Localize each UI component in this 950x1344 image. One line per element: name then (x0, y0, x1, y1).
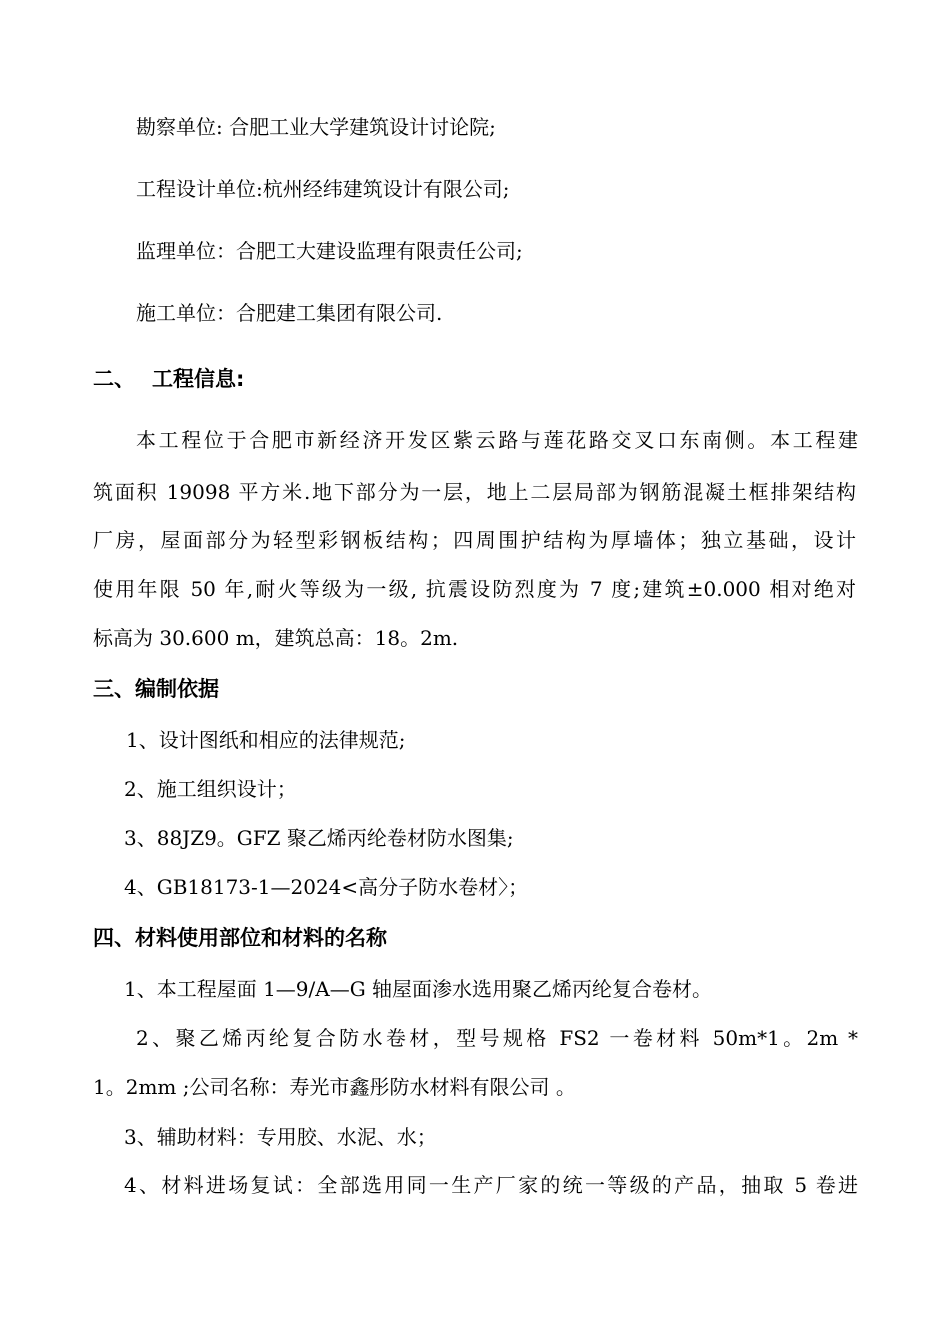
project-info-line-2: 筑面积 19098 平方米.地下部分为一层，地上二层局部为钢筋混凝土框排架结构 (93, 480, 856, 504)
project-info-line-5: 标高为 30.600 m，建筑总高：18。2m. (93, 626, 459, 650)
section-3-title: 三、编制依据 (93, 677, 219, 701)
design-unit-line: 工程设计单位:杭州经纬建筑设计有限公司; (136, 177, 510, 201)
section-4-title: 四、材料使用部位和材料的名称 (93, 926, 387, 950)
supervision-unit-line: 监理单位：合肥工大建设监理有限责任公司; (136, 239, 523, 263)
material-item-4: 4、材料进场复试：全部选用同一生产厂家的统一等级的产品，抽取 5 卷进 (124, 1173, 858, 1197)
material-item-1: 1、本工程屋面 1—9/A—G 轴屋面渗水选用聚乙烯丙纶复合卷材。 (124, 977, 713, 1001)
material-item-2-line-1: 2、聚乙烯丙纶复合防水卷材，型号规格 FS2 一卷材料 50m*1。2m * (136, 1026, 858, 1050)
section-2-number: 二、 (93, 367, 135, 391)
material-item-2-line-2: 1。2mm ;公司名称：寿光市鑫彤防水材料有限公司 。 (93, 1075, 576, 1099)
survey-unit-line: 勘察单位: 合肥工业大学建筑设计讨论院; (136, 115, 496, 139)
basis-item-1: 1、设计图纸和相应的法律规范; (126, 728, 406, 752)
project-info-line-3: 厂房，屋面部分为轻型彩钢板结构；四周围护结构为厚墙体；独立基础，设计 (93, 528, 856, 552)
basis-item-4: 4、GB18173-1—2024<高分子防水卷材〉； (124, 875, 529, 899)
basis-item-3: 3、88JZ9。GFZ 聚乙烯丙纶卷材防水图集; (124, 826, 514, 850)
material-item-3: 3、辅助材料：专用胶、水泥、水； (124, 1125, 437, 1149)
construction-unit-line: 施工单位：合肥建工集团有限公司. (136, 301, 443, 325)
section-2-title: 工程信息: (152, 367, 245, 391)
project-info-line-4: 使用年限 50 年,耐火等级为一级, 抗震设防烈度为 7 度;建筑±0.000 相对绝对 (93, 577, 856, 601)
basis-item-2: 2、施工组织设计； (124, 777, 297, 801)
project-info-line-1: 本工程位于合肥市新经济开发区紫云路与莲花路交叉口东南侧。本工程建 (136, 428, 858, 452)
